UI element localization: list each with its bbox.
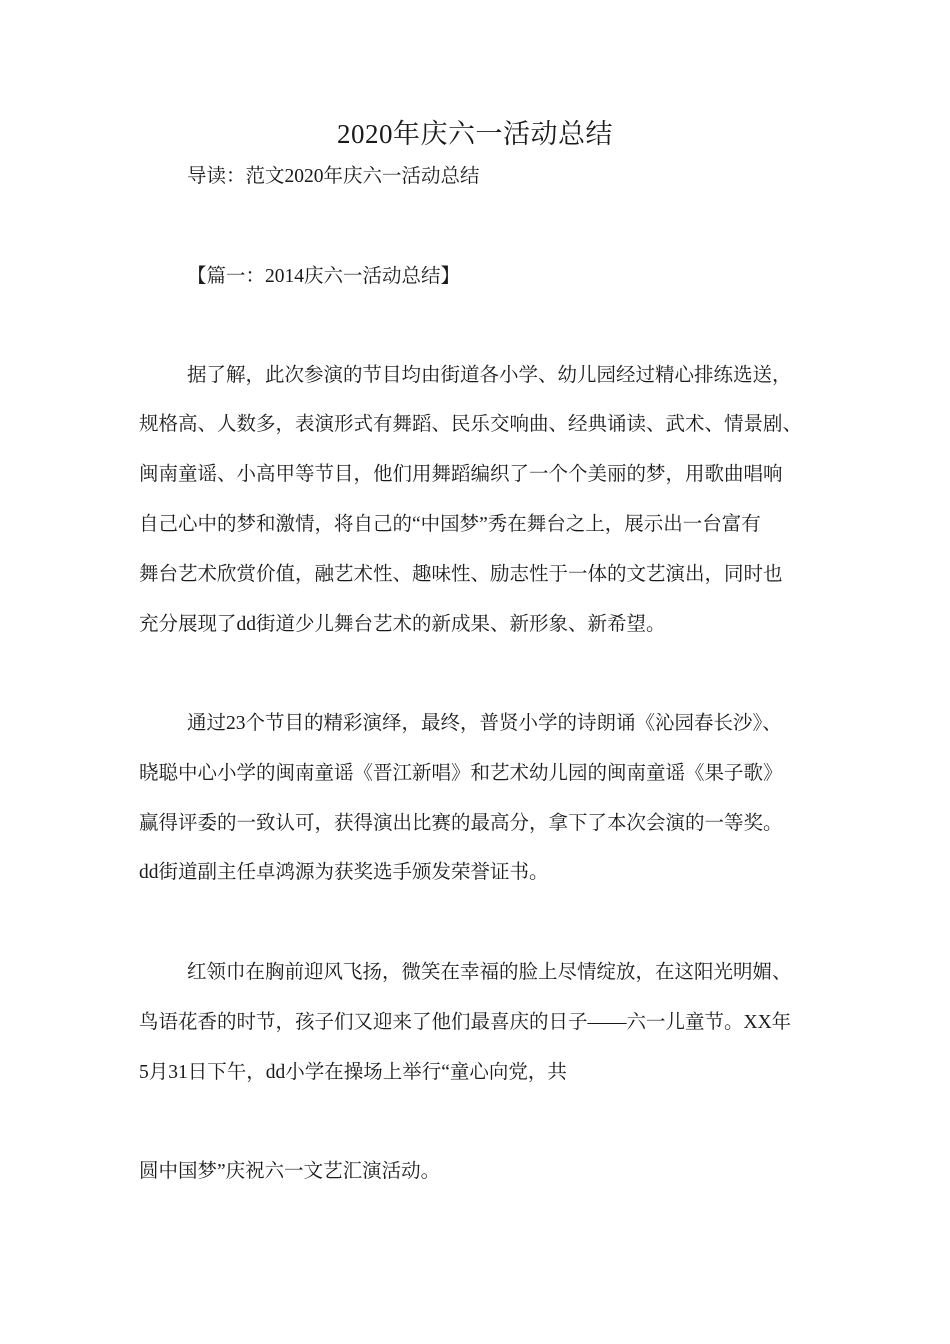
paragraph-line: 通过23个节目的精彩演绎，最终，普贤小学的诗朗诵《沁园春长沙》、 xyxy=(187,713,782,734)
intro-line: 导读：范文2020年庆六一活动总结 xyxy=(187,166,480,187)
paragraph-line: 5月31日下午，dd小学在操场上举行“童心向党，共 xyxy=(139,1062,567,1083)
paragraph-line: 圆中国梦”庆祝六一文艺汇演活动。 xyxy=(139,1161,441,1182)
paragraph-line: 闽南童谣、小高甲等节目，他们用舞蹈编织了一个个美丽的梦，用歌曲唱响 xyxy=(139,464,783,485)
paragraph-line: 规格高、人数多，表演形式有舞蹈、民乐交响曲、经典诵读、武术、情景剧、 xyxy=(139,414,803,435)
paragraph-line: 晓聪中心小学的闽南童谣《晋江新唱》和艺术幼儿园的闽南童谣《果子歌》 xyxy=(139,763,783,784)
paragraph-line: 舞台艺术欣赏价值，融艺术性、趣味性、励志性于一体的文艺演出，同时也 xyxy=(139,564,783,585)
paragraph-line: dd街道副主任卓鸿源为获奖选手颁发荣誉证书。 xyxy=(139,862,549,883)
paragraph-line: 鸟语花香的时节，孩子们又迎来了他们最喜庆的日子——六一儿童节。XX年 xyxy=(139,1012,792,1033)
section-heading: 【篇一：2014庆六一活动总结】 xyxy=(187,266,461,287)
paragraph-line: 充分展现了dd街道少儿舞台艺术的新成果、新形象、新希望。 xyxy=(139,614,666,635)
paragraph-line: 据了解，此次参演的节目均由街道各小学、幼儿园经过精心排练选送， xyxy=(187,365,792,386)
document-title: 2020年庆六一活动总结 xyxy=(337,119,613,149)
paragraph-line: 自己心中的梦和激情，将自己的“中国梦”秀在舞台之上，展示出一台富有 xyxy=(139,514,761,535)
paragraph-line: 赢得评委的一致认可，获得演出比赛的最高分，拿下了本次会演的一等奖。 xyxy=(139,813,783,834)
paragraph-line: 红领巾在胸前迎风飞扬，微笑在幸福的脸上尽情绽放，在这阳光明媚、 xyxy=(187,962,792,983)
